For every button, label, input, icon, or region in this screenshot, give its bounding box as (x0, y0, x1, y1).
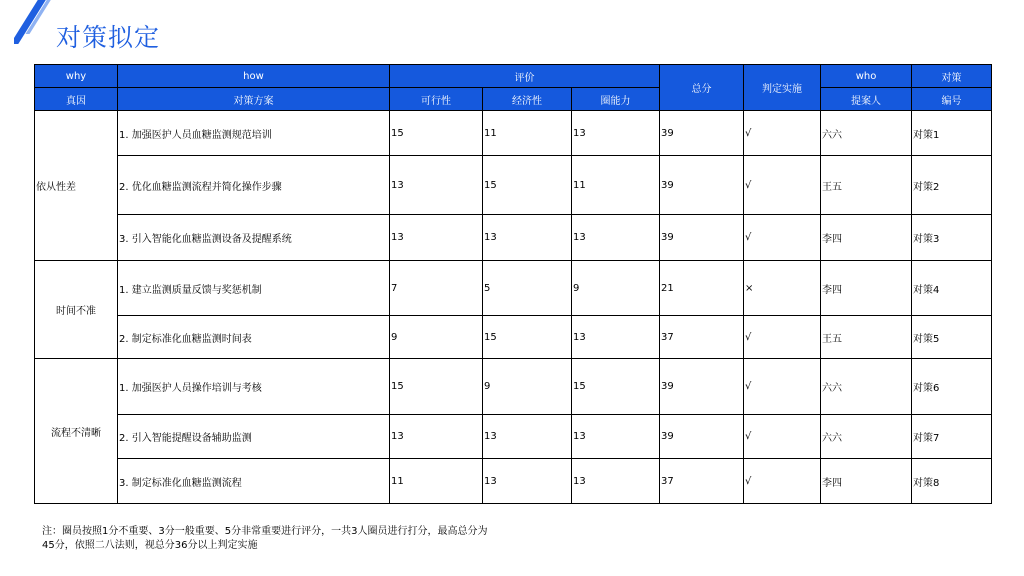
table-row (35, 111, 992, 156)
feasibility-cell: 9 (390, 316, 483, 359)
feasibility-cell: 15 (390, 359, 483, 415)
number-cell: 对策8 (912, 459, 992, 504)
header-who: who (821, 65, 912, 88)
header-ability: 圈能力 (572, 88, 660, 111)
decision-cell: × (744, 261, 821, 316)
plan-cell: 3. 制定标准化血糖监测流程 (118, 459, 390, 504)
economy-cell: 13 (483, 459, 572, 504)
plan-cell: 1. 建立监测质量反馈与奖惩机制 (118, 261, 390, 316)
decision-cell: √ (744, 359, 821, 415)
total-cell: 37 (660, 316, 744, 359)
plan-cell: 3. 引入智能化血糖监测设备及提醒系统 (118, 215, 390, 261)
plan-cell: 1. 加强医护人员操作培训与考核 (118, 359, 390, 415)
number-cell: 对策4 (912, 261, 992, 316)
total-cell: 39 (660, 156, 744, 215)
number-cell: 对策2 (912, 156, 992, 215)
ability-cell: 9 (572, 261, 660, 316)
proposer-cell: 李四 (821, 459, 912, 504)
total-cell: 21 (660, 261, 744, 316)
economy-cell: 13 (483, 415, 572, 459)
proposer-cell: 李四 (821, 215, 912, 261)
feasibility-cell: 7 (390, 261, 483, 316)
header-number: 编号 (912, 88, 992, 111)
ability-cell: 11 (572, 156, 660, 215)
header-cause: 真因 (35, 88, 118, 111)
ability-cell: 13 (572, 215, 660, 261)
feasibility-cell: 15 (390, 111, 483, 156)
cause-cell: 依从性差 (35, 111, 118, 261)
feasibility-cell: 11 (390, 459, 483, 504)
table-row (35, 316, 992, 359)
header-measure: 对策 (912, 65, 992, 88)
ability-cell: 13 (572, 459, 660, 504)
table-row (35, 359, 992, 415)
ability-cell: 15 (572, 359, 660, 415)
feasibility-cell: 13 (390, 156, 483, 215)
decision-cell: √ (744, 415, 821, 459)
header-why: why (35, 65, 118, 88)
proposer-cell: 王五 (821, 156, 912, 215)
total-cell: 39 (660, 215, 744, 261)
economy-cell: 5 (483, 261, 572, 316)
footnote-line-2: 45分，依照二八法则，视总分36分以上判定实施 (42, 540, 258, 551)
cause-cell: 时间不准 (35, 261, 118, 359)
table-row (35, 156, 992, 215)
proposer-cell: 六六 (821, 359, 912, 415)
table-row (35, 261, 992, 316)
decision-cell: √ (744, 215, 821, 261)
economy-cell: 13 (483, 215, 572, 261)
total-cell: 39 (660, 359, 744, 415)
proposer-cell: 王五 (821, 316, 912, 359)
header-evaluation: 评价 (390, 65, 660, 88)
header-feasibility: 可行性 (390, 88, 483, 111)
header-proposer: 提案人 (821, 88, 912, 111)
ability-cell: 13 (572, 111, 660, 156)
table-row (35, 459, 992, 504)
ability-cell: 13 (572, 316, 660, 359)
cause-cell: 流程不清晰 (35, 359, 118, 504)
table-row (35, 215, 992, 261)
economy-cell: 9 (483, 359, 572, 415)
countermeasure-table (34, 64, 992, 504)
number-cell: 对策5 (912, 316, 992, 359)
decision-cell: √ (744, 156, 821, 215)
corner-decoration (14, 0, 58, 44)
number-cell: 对策1 (912, 111, 992, 156)
decision-cell: √ (744, 111, 821, 156)
header-how: how (118, 65, 390, 88)
plan-cell: 2. 引入智能提醒设备辅助监测 (118, 415, 390, 459)
footnote (42, 525, 562, 553)
plan-cell: 2. 制定标准化血糖监测时间表 (118, 316, 390, 359)
number-cell: 对策3 (912, 215, 992, 261)
header-plan: 对策方案 (118, 88, 390, 111)
table-row (35, 415, 992, 459)
decision-cell: √ (744, 316, 821, 359)
number-cell: 对策6 (912, 359, 992, 415)
feasibility-cell: 13 (390, 415, 483, 459)
page-title: 对策拟定 (56, 23, 161, 52)
total-cell: 39 (660, 415, 744, 459)
total-cell: 37 (660, 459, 744, 504)
header-decision: 判定实施 (744, 65, 821, 111)
economy-cell: 15 (483, 316, 572, 359)
proposer-cell: 李四 (821, 261, 912, 316)
total-cell: 39 (660, 111, 744, 156)
economy-cell: 11 (483, 111, 572, 156)
header-economy: 经济性 (483, 88, 572, 111)
number-cell: 对策7 (912, 415, 992, 459)
economy-cell: 15 (483, 156, 572, 215)
header-total: 总分 (660, 65, 744, 111)
ability-cell: 13 (572, 415, 660, 459)
feasibility-cell: 13 (390, 215, 483, 261)
footnote-line-1: 注：圈员按照1分不重要、3分一般重要、5分非常重要进行评分，一共3人圈员进行打分，最高总分为 (42, 526, 488, 537)
proposer-cell: 六六 (821, 111, 912, 156)
decision-cell: √ (744, 459, 821, 504)
plan-cell: 2. 优化血糖监测流程并简化操作步骤 (118, 156, 390, 215)
proposer-cell: 六六 (821, 415, 912, 459)
plan-cell: 1. 加强医护人员血糖监测规范培训 (118, 111, 390, 156)
